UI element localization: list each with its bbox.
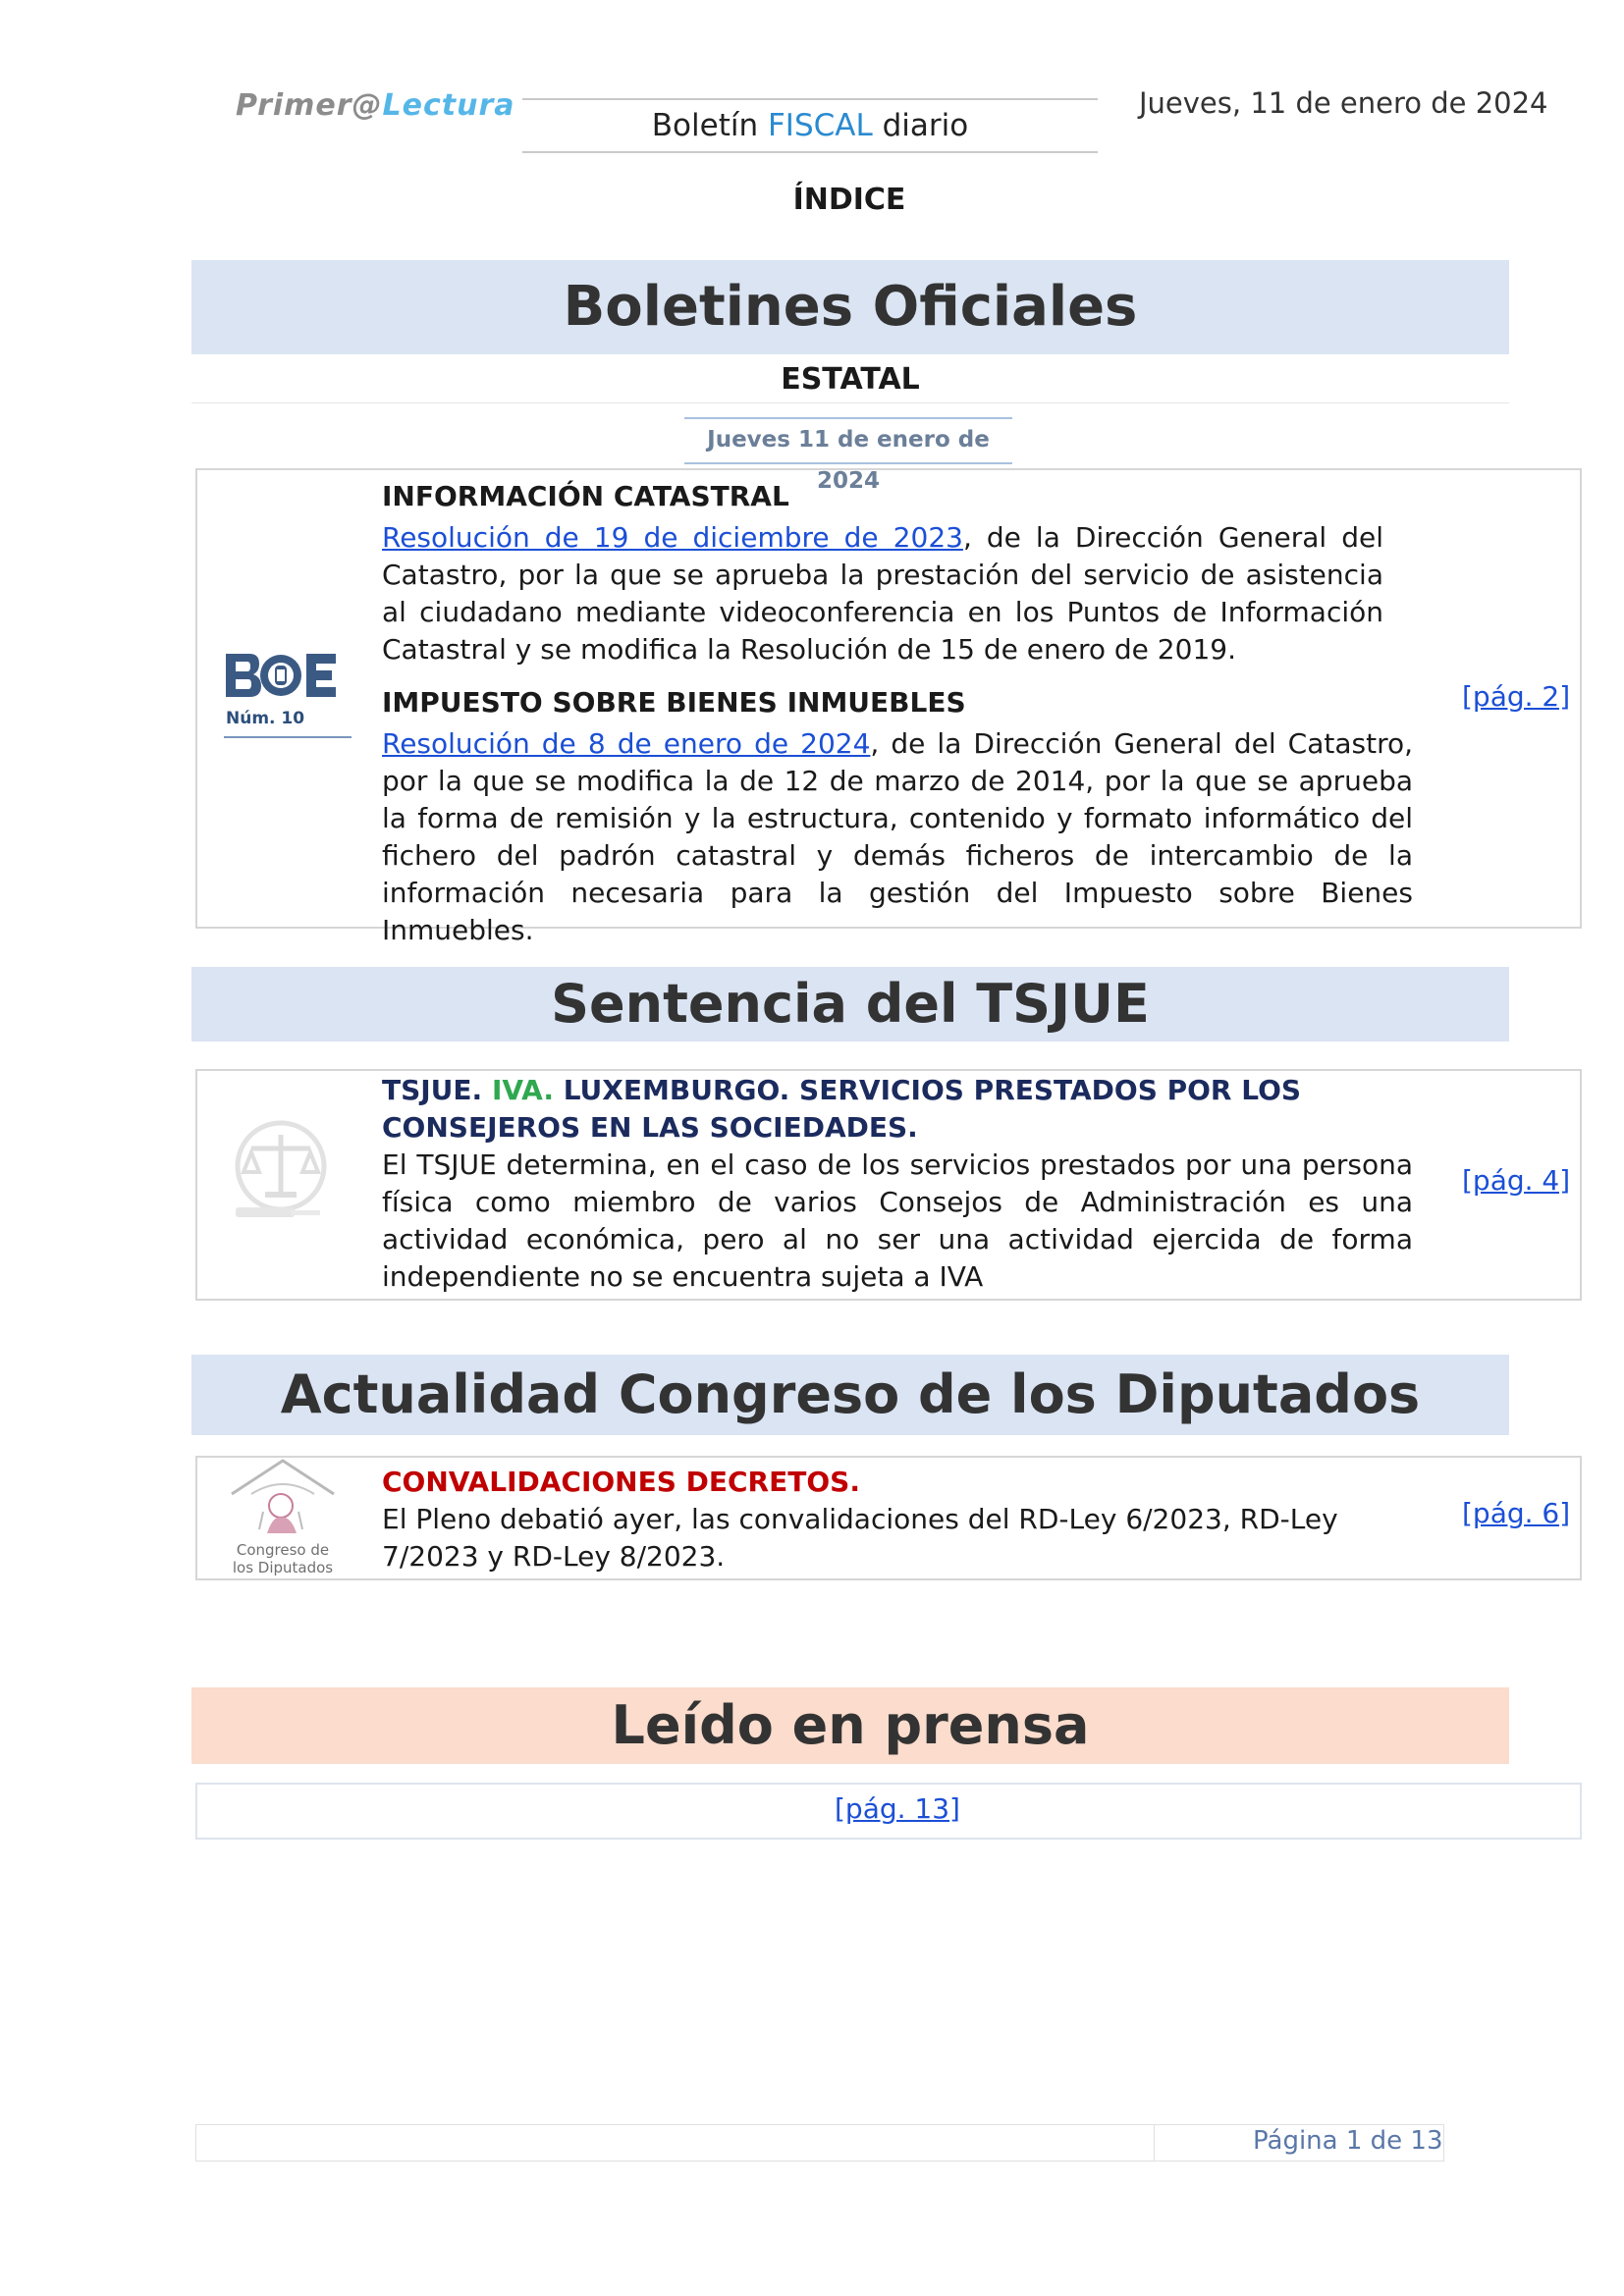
boe-date-bar: Jueves 11 de enero de 2024 — [684, 417, 1012, 464]
boe-number: Núm. 10 — [226, 709, 305, 728]
index-title: ÍNDICE — [792, 183, 906, 217]
congreso-logo-line2: los Diputados — [232, 1559, 334, 1576]
congreso-text: El Pleno debatió ayer, las convalidaciones del RD-Ley 6/2023, RD-Ley 7/2023 y RD-Ley 8/2023. — [382, 1503, 1338, 1573]
section-subtitle-estatal: ESTATAL — [191, 357, 1509, 403]
title-prefix: Boletín — [651, 108, 768, 143]
boe-entry-2-heading: IMPUESTO SOBRE BIENES INMUEBLES — [382, 686, 966, 719]
boe-entry-1 — [382, 478, 1413, 668]
boe-divider — [224, 736, 352, 738]
section-title-tsjue: Sentencia del TSJUE — [191, 967, 1509, 1041]
boe-icon — [224, 652, 338, 699]
congreso-page-link[interactable]: [pág. 6] — [1462, 1497, 1571, 1529]
brand-part1: Primer@ — [236, 88, 383, 123]
tsjue-page-link[interactable]: [pág. 4] — [1462, 1164, 1571, 1197]
section-title-congreso: Actualidad Congreso de los Diputados — [191, 1355, 1509, 1435]
tsjue-text: El TSJUE determina, en el caso de los servicios prestados por una persona física como miembro de varios Consejos de Administración es una actividad económica, pero al no ser una actividad ejercida de forma independiente no se encuentra sujeta a IVA — [382, 1148, 1413, 1293]
header-date: Jueves, 11 de enero de 2024 — [1139, 86, 1548, 120]
tsjue-heading-part3: LUXEMBURGO. SERVICIOS PRESTADOS POR LOS CONSEJEROS EN LAS SOCIEDADES. — [382, 1074, 1302, 1144]
boe-logo — [224, 652, 352, 738]
bulletin-title — [522, 98, 1098, 153]
boe-entry-2 — [382, 684, 1413, 949]
tsjue-heading — [382, 1072, 1413, 1147]
tsjue-heading-iva: IVA. — [491, 1074, 554, 1106]
boe-entry-2-text: , de la Dirección General del Catastro, por la que se modifica la de 12 de marzo de 2014, por la que se aprueba la forma de remisión y la estructura, contenido y formato informático del fichero del padrón catastral y demás ficheros de intercambio de la información necesaria para la gestión del Impuesto sobre Bienes Inmuebles. — [382, 727, 1413, 946]
congreso-logo-line1: Congreso de — [236, 1541, 330, 1559]
congreso-logo-text — [224, 1541, 342, 1576]
footer-divider — [1154, 2124, 1155, 2162]
section-title-prensa: Leído en prensa — [191, 1687, 1509, 1764]
prensa-page-link[interactable]: [pág. 13] — [835, 1792, 960, 1825]
tsjue-heading-part1: TSJUE. — [382, 1074, 492, 1106]
congreso-heading: CONVALIDACIONES DECRETOS. — [382, 1466, 860, 1498]
page-number: Página 1 de 13 — [1253, 2126, 1443, 2156]
brand-part2: Lectura — [382, 88, 515, 123]
section-title-boletines: Boletines Oficiales — [191, 260, 1509, 354]
boe-entry-1-link[interactable]: Resolución de 19 de diciembre de 2023 — [382, 521, 963, 554]
scales-of-justice-icon — [232, 1117, 330, 1225]
title-highlight: FISCAL — [767, 108, 873, 143]
boe-entry-1-heading: INFORMACIÓN CATASTRAL — [382, 480, 789, 512]
tsjue-entry — [382, 1072, 1413, 1296]
congreso-entry — [382, 1464, 1413, 1575]
boe-page-link[interactable]: [pág. 2] — [1462, 680, 1571, 713]
congreso-logo — [224, 1455, 342, 1578]
brand-logo — [236, 88, 515, 123]
boe-entry-2-link[interactable]: Resolución de 8 de enero de 2024 — [382, 727, 871, 760]
boe-entry-1-text: , de la Dirección General del Catastro, por la que se aprueba la prestación del servicio de asistencia al ciudadano mediante videoconferencia en los Puntos de Información Catastral y se modifica la Resolución de 15 de enero de 2019. — [382, 521, 1384, 666]
title-suffix: diario — [872, 108, 969, 143]
congreso-building-icon — [224, 1455, 342, 1537]
